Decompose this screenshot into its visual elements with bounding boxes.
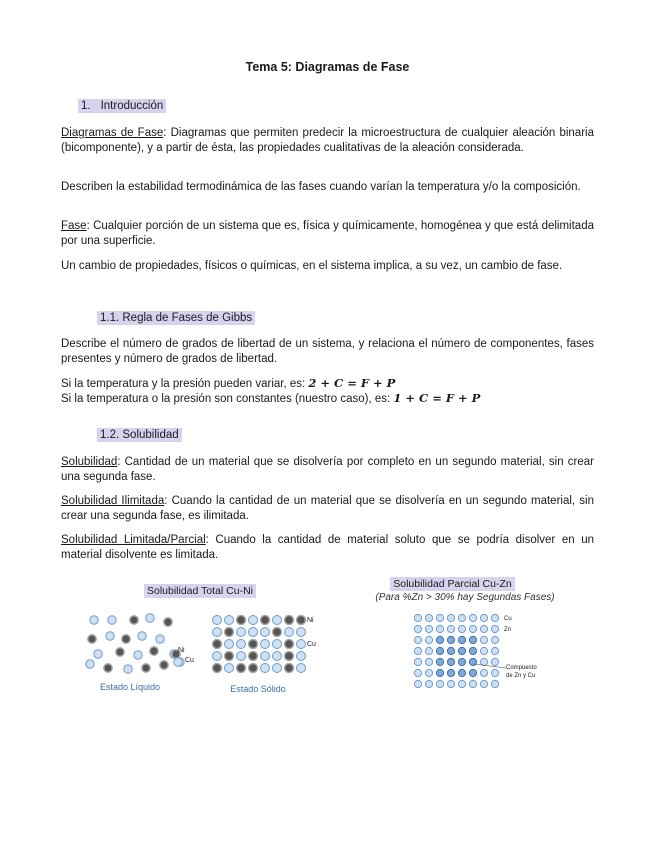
cu-atom [90, 616, 98, 624]
ni-atom [164, 618, 172, 626]
subsection-title: 1.2. Solubilidad [97, 428, 182, 442]
cu-atom [425, 680, 432, 687]
definition-text: : Cuando la cantidad de un material que se disolvería en un segundo material, sin crear una segunda fase, es ilimitada. [61, 495, 594, 522]
cu-atom [297, 628, 306, 637]
cu-atom [273, 616, 282, 625]
cu-atom [447, 614, 454, 621]
paragraph-gibbs [61, 337, 594, 366]
ni-atom [249, 664, 258, 673]
ni-atom [225, 652, 234, 661]
cu-atom [146, 614, 154, 622]
ni-atom [261, 616, 270, 625]
cu-atom [134, 651, 142, 659]
cu-atom [447, 680, 454, 687]
cu-atom [480, 625, 487, 632]
cu-atom [414, 636, 421, 643]
cu-atom [273, 652, 282, 661]
ni-atom [130, 616, 138, 624]
liquid-state-diagram [80, 612, 210, 682]
cu-atom [285, 628, 294, 637]
cu-atom [425, 625, 432, 632]
formula: 1 + C = F + P [393, 391, 481, 405]
formula: 2 + C = F + P [308, 376, 396, 390]
cu-atom [237, 652, 246, 661]
ni-atom [150, 647, 158, 655]
cu-atom [414, 669, 421, 676]
ni-atom [249, 652, 258, 661]
ni-atom [285, 652, 294, 661]
cu-atom [213, 628, 222, 637]
zn-atom [469, 647, 476, 654]
cu-atom [261, 664, 270, 673]
cu-atom [273, 640, 282, 649]
cu-atom [480, 669, 487, 676]
ni-atom [297, 616, 306, 625]
cu-atom [138, 632, 146, 640]
ni-atom [88, 635, 96, 643]
cu-atom [414, 647, 421, 654]
cu-atom [108, 616, 116, 624]
cu-atom [491, 647, 498, 654]
cu-atom [425, 669, 432, 676]
ni-atom [225, 628, 234, 637]
paragraph-solubilidad-ilimitada [61, 494, 594, 523]
cu-atom [261, 628, 270, 637]
cu-atom [273, 664, 282, 673]
cu-atom [261, 652, 270, 661]
definition-text: : Cantidad de un material que se disolvería por completo en un segundo material, sin crear una segunda fase. [61, 456, 594, 483]
cu-atom [458, 625, 465, 632]
cu-atom [480, 647, 487, 654]
formula-line-constant [61, 391, 480, 405]
zn-atom [447, 658, 454, 665]
cu-atom [414, 658, 421, 665]
formula-line-variable [61, 376, 395, 390]
cu-atom [491, 636, 498, 643]
cu-atom [106, 632, 114, 640]
zn-atom [469, 658, 476, 665]
compound-pointer-line [474, 664, 506, 668]
cu-atom [491, 680, 498, 687]
cu-atom [458, 614, 465, 621]
partial-solubility-diagram [412, 612, 542, 696]
zn-atom [458, 636, 465, 643]
partial-cu-label: Cu [504, 616, 512, 622]
figure-total-title: Solubilidad Total Cu-Ni [120, 585, 280, 597]
section-title: Introducción [100, 100, 164, 112]
cu-atom [225, 616, 234, 625]
cu-atom [213, 616, 222, 625]
cu-atom [491, 658, 498, 665]
ni-atom [142, 664, 150, 672]
cu-atom [94, 650, 102, 658]
zn-atom [436, 669, 443, 676]
paragraph-solubilidad-limitada [61, 533, 594, 562]
ni-atom [285, 640, 294, 649]
cu-atom [458, 680, 465, 687]
zn-atom [436, 647, 443, 654]
legend-ni-label: Ni [178, 647, 185, 654]
cu-atom [249, 616, 258, 625]
cu-atom [436, 625, 443, 632]
legend-cu-label: Cu [185, 657, 194, 664]
zn-atom [458, 647, 465, 654]
cu-atom [425, 647, 432, 654]
cu-atom [425, 636, 432, 643]
partial-zn-label: Zn [504, 627, 512, 633]
section-number: 1. [81, 100, 91, 112]
page-title: Tema 5: Diagramas de Fase [245, 60, 410, 74]
zn-atom [469, 669, 476, 676]
ni-atom [237, 664, 246, 673]
cu-atom [414, 680, 421, 687]
subsection-heading-gibbs [97, 312, 255, 324]
liquid-state-label: Estado Líquido [99, 682, 161, 692]
ni-atom [160, 661, 168, 669]
ni-atom [213, 664, 222, 673]
paragraph-cambio-de-fase [61, 259, 594, 274]
section-heading-introduccion [78, 100, 166, 112]
ni-atom [285, 616, 294, 625]
figure-partial-subtitle: (Para %Zn > 30% hay Segundas Fases) [375, 592, 555, 603]
paragraph-text: Un cambio de propiedades, físicos o químicas, en el sistema implica, a su vez, un cambio de fase. [61, 260, 563, 272]
ni-atom [104, 664, 112, 672]
solid-state-label: Estado Sólido [230, 684, 286, 694]
cu-atom [124, 665, 132, 673]
cu-atom [480, 636, 487, 643]
term-diagramas-de-fase: Diagramas de Fase [61, 127, 164, 139]
paragraph-diagramas-de-fase [61, 126, 594, 155]
zn-atom [458, 658, 465, 665]
cu-atom [237, 640, 246, 649]
cu-atom [261, 640, 270, 649]
cu-atom [237, 628, 246, 637]
definition-text: : Cualquier porción de un sistema que es, física y químicamente, homogénea y que está delimitada por una superficie. [61, 220, 594, 247]
cu-atom [491, 625, 498, 632]
definition-text: : Cuando la cantidad de material soluto que se podría disolver en un material disolvente es limitada. [61, 534, 594, 561]
cu-atom [480, 680, 487, 687]
cu-atom [213, 652, 222, 661]
term-fase: Fase [61, 220, 87, 232]
definition-text: : Diagramas que permiten predecir la microestructura de cualquier aleación binaria (bicomponente), y a partir de ésta, las propiedades cualitativas de la aleación considerada. [61, 127, 594, 154]
solid-ni-label: Ni [307, 617, 314, 624]
ni-atom [285, 664, 294, 673]
zn-atom [458, 669, 465, 676]
term-solubilidad: Solubilidad [61, 456, 118, 468]
cu-atom [425, 658, 432, 665]
paragraph-estabilidad [61, 180, 594, 195]
legend-cu-atom [174, 658, 182, 666]
paragraph-text: Describe el número de grados de libertad de un sistema, y relaciona el número de componentes, fases presentes y número de grados de libertad. [61, 338, 594, 365]
zn-atom [436, 636, 443, 643]
cu-atom [469, 614, 476, 621]
cu-atom [480, 614, 487, 621]
cu-atom [491, 669, 498, 676]
term-solubilidad-ilimitada: Solubilidad Ilimitada [61, 495, 165, 507]
ni-atom [122, 635, 130, 643]
cu-atom [225, 664, 234, 673]
subsection-title: 1.1. Regla de Fases de Gibbs [97, 311, 255, 325]
cu-atom [297, 640, 306, 649]
paragraph-text: Describen la estabilidad termodinámica de las fases cuando varían la temperatura y/o la composición. [61, 181, 581, 193]
subsection-heading-solubilidad [97, 429, 182, 441]
formula-condition: Si la temperatura o la presión son constantes (nuestro caso), es: [61, 393, 391, 405]
zn-atom [436, 658, 443, 665]
cu-atom [156, 635, 164, 643]
formula-condition: Si la temperatura y la presión pueden variar, es: [61, 378, 306, 390]
cu-atom [469, 625, 476, 632]
cu-atom [297, 652, 306, 661]
ni-atom [237, 616, 246, 625]
paragraph-fase [61, 219, 594, 248]
cu-atom [469, 680, 476, 687]
zn-atom [447, 669, 454, 676]
cu-atom [491, 614, 498, 621]
zn-atom [447, 636, 454, 643]
ni-atom [116, 648, 124, 656]
zn-atom [447, 647, 454, 654]
cu-atom [297, 664, 306, 673]
paragraph-solubilidad [61, 455, 594, 484]
cu-atom [225, 640, 234, 649]
solid-cu-label: Cu [307, 641, 316, 648]
compound-label-line2: de Zn y Cu [506, 673, 536, 679]
compound-label-line1: Compuesto [506, 665, 537, 671]
cu-atom [436, 614, 443, 621]
cu-atom [86, 660, 94, 668]
term-solubilidad-limitada: Solubilidad Limitada/Parcial [61, 534, 206, 546]
ni-atom [273, 628, 282, 637]
cu-atom [425, 614, 432, 621]
cu-atom [480, 658, 487, 665]
cu-atom [436, 680, 443, 687]
ni-atom [213, 640, 222, 649]
ni-atom [249, 640, 258, 649]
cu-atom [447, 625, 454, 632]
figure-partial-title: Solubilidad Parcial Cu-Zn [370, 578, 535, 590]
cu-atom [249, 628, 258, 637]
cu-atom [414, 614, 421, 621]
cu-atom [414, 625, 421, 632]
zn-atom [469, 636, 476, 643]
